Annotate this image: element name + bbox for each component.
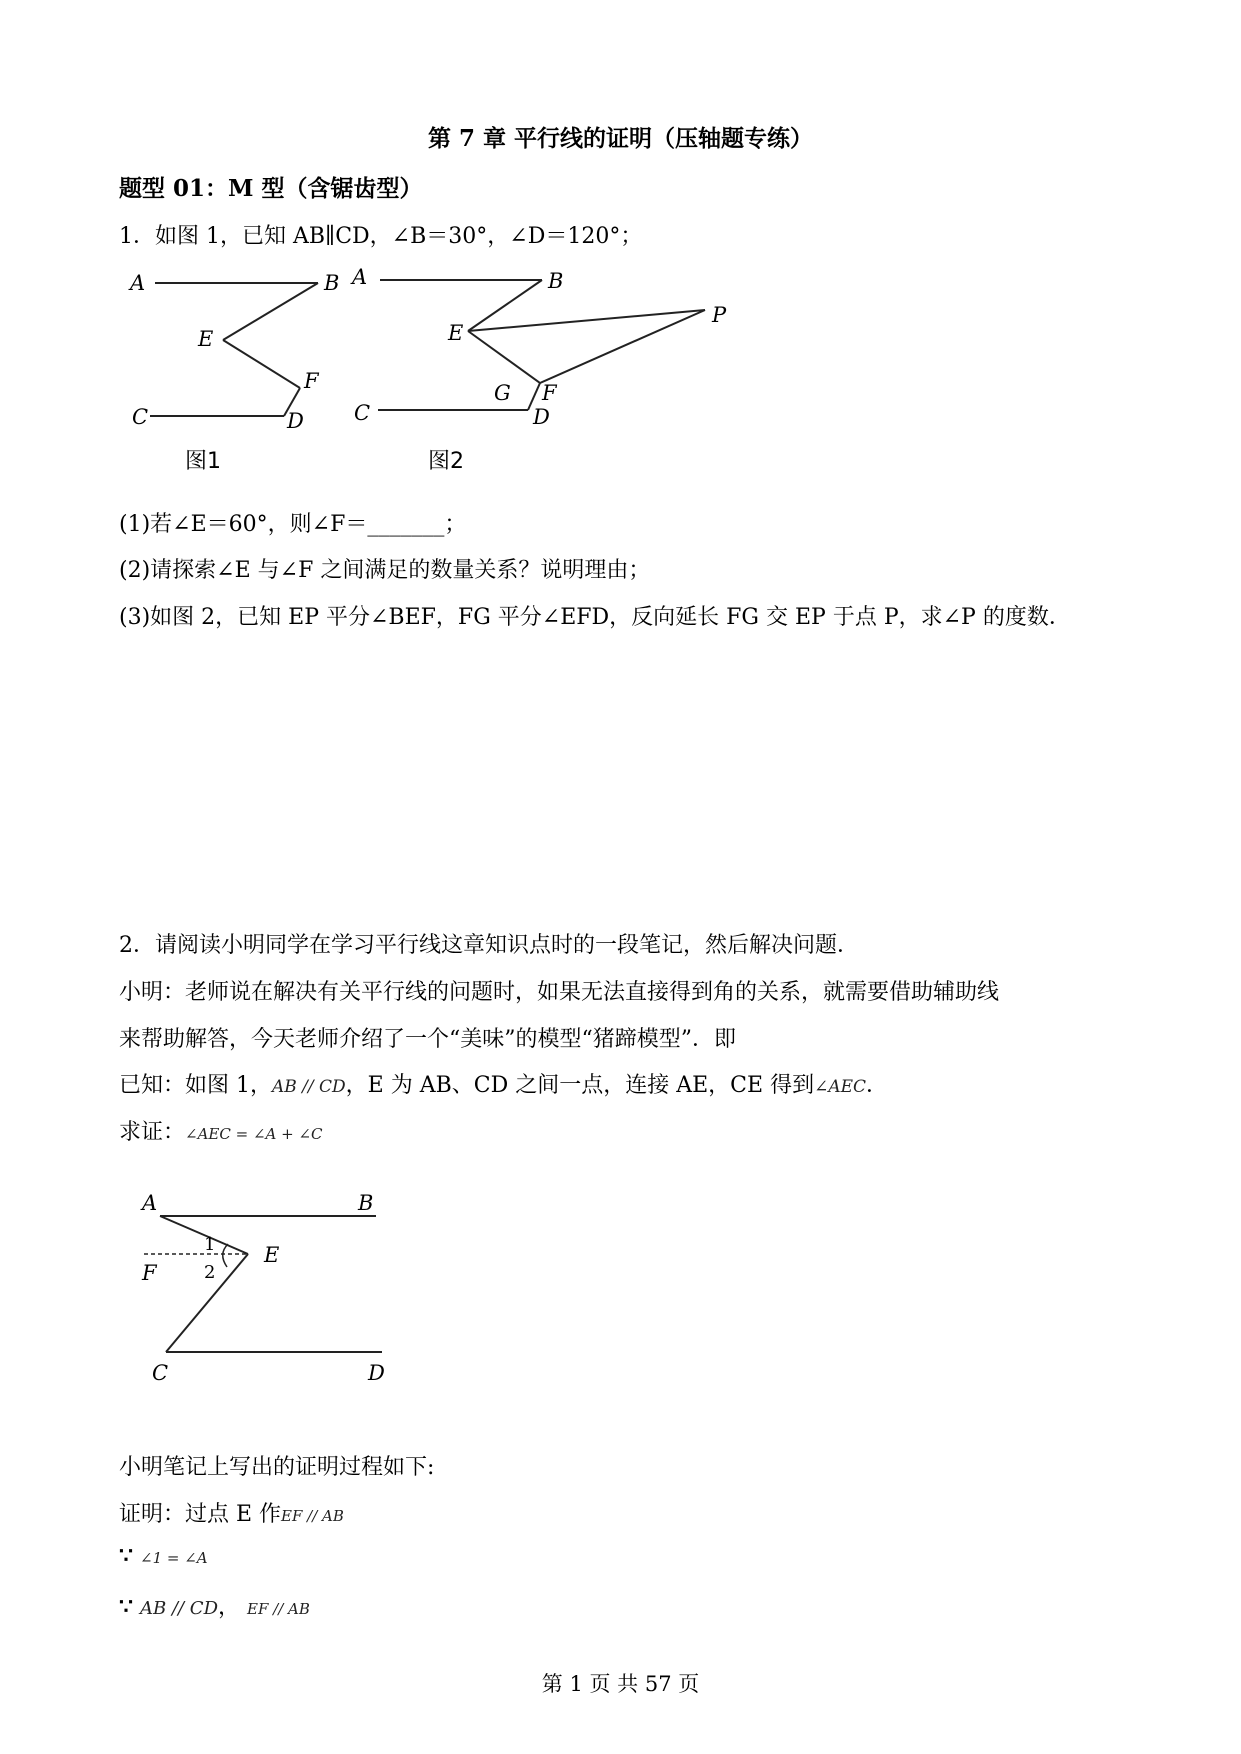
q2-label-a: A: [142, 1191, 158, 1215]
proof2-formula: ∠1 = ∠A: [140, 1549, 208, 1567]
proof1-prefix: 证明：过点 E 作: [119, 1502, 282, 1527]
q2-figure: [130, 1182, 420, 1402]
given-end: ．: [866, 1073, 889, 1098]
q2-para2: 来帮助解答，今天老师介绍了一个“美味”的模型“猪蹄模型”．即: [119, 1027, 736, 1052]
proof-line-1: [119, 1497, 344, 1528]
because-symbol: ∵: [119, 1543, 133, 1569]
fig1-label-c: C: [132, 405, 149, 429]
proof3-separator: ，: [218, 1595, 241, 1620]
fig1-caption: 图1: [185, 449, 221, 474]
q1-sub2: (2)请探索∠E 与∠F 之间满足的数量关系？说明理由；: [119, 558, 651, 583]
q2-given: [119, 1068, 888, 1099]
fig1-label-e: E: [198, 327, 214, 351]
fig1-line-ef: [223, 340, 300, 388]
fig2-label-p: P: [712, 303, 727, 327]
q2-label-d: D: [368, 1361, 385, 1385]
fig2-label-e: E: [448, 321, 464, 345]
page-footer: 第 1 页 共 57 页: [541, 1672, 700, 1696]
q2-note: 小明笔记上写出的证明过程如下:: [119, 1455, 435, 1480]
proof3-formula-1: AB // CD: [140, 1598, 219, 1619]
q2-stem: 2．请阅读小明同学在学习平行线这章知识点时的一段笔记，然后解决问题．: [119, 933, 859, 958]
fig2-line-ef: [468, 331, 540, 383]
q2-para1: 小明：老师说在解决有关平行线的问题时，如果无法直接得到角的关系，就需要借助辅助线: [119, 980, 1000, 1005]
proof-line-3: [119, 1590, 310, 1621]
given-prefix: 已知：如图 1，: [119, 1073, 272, 1098]
proof3-formula-2: EF // AB: [247, 1600, 310, 1618]
fig2-label-g: G: [494, 381, 511, 405]
given-relation: AB // CD: [272, 1077, 346, 1097]
fig2-caption: 图2: [428, 449, 464, 474]
fig2-label-b: B: [548, 269, 564, 293]
fig1-label-a: A: [130, 271, 146, 295]
section-heading: 题型 01：M 型（含锯齿型）: [119, 175, 423, 202]
proof-line-2: [119, 1543, 208, 1569]
fig1-label-f: F: [304, 369, 319, 393]
q2-label-c: C: [152, 1361, 169, 1385]
fig1-label-b: B: [324, 271, 340, 295]
fig2-label-f: F: [542, 381, 557, 405]
prove-prefix: 求证：: [119, 1120, 186, 1145]
given-angle: ∠AEC: [814, 1077, 867, 1097]
figure-1: [150, 283, 318, 416]
q2-label-f: F: [142, 1261, 157, 1285]
q2-prove: [119, 1115, 323, 1146]
q1-stem: 1．如图 1，已知 AB∥CD，∠B＝30°，∠D＝120°；: [119, 224, 643, 249]
prove-formula: ∠AEC = ∠A + ∠C: [185, 1125, 323, 1143]
fig2-label-a: A: [352, 265, 368, 289]
page-title: 第 7 章 平行线的证明（压轴题专练）: [427, 125, 814, 152]
q1-figures: [110, 258, 830, 478]
fig2-line-be: [468, 280, 542, 331]
fig2-line-ep: [468, 310, 705, 331]
q2-label-e: E: [264, 1243, 280, 1267]
given-middle: ，E 为 AB、CD 之间一点，连接 AE，CE 得到: [345, 1073, 815, 1098]
q2-label-angle-1: 1: [204, 1234, 216, 1255]
fig2-line-pf: [540, 310, 705, 383]
q2-label-b: B: [358, 1191, 374, 1215]
q2-angle-arc: [223, 1244, 228, 1267]
because-symbol-2: ∵: [119, 1594, 133, 1620]
fig1-line-be: [223, 283, 318, 340]
proof1-formula: EF // AB: [281, 1507, 344, 1525]
q1-sub3: (3)如图 2，已知 EP 平分∠BEF，FG 平分∠EFD，反向延长 FG 交 EP 于点 P，求∠P 的度数．: [119, 605, 1071, 630]
q1-sub1: (1)若∠E＝60°，则∠F＝_______；: [119, 512, 467, 537]
q2-label-angle-2: 2: [204, 1262, 216, 1283]
fig2-label-c: C: [354, 401, 371, 425]
fig1-label-d: D: [287, 409, 304, 433]
fig2-label-d: D: [533, 405, 550, 429]
